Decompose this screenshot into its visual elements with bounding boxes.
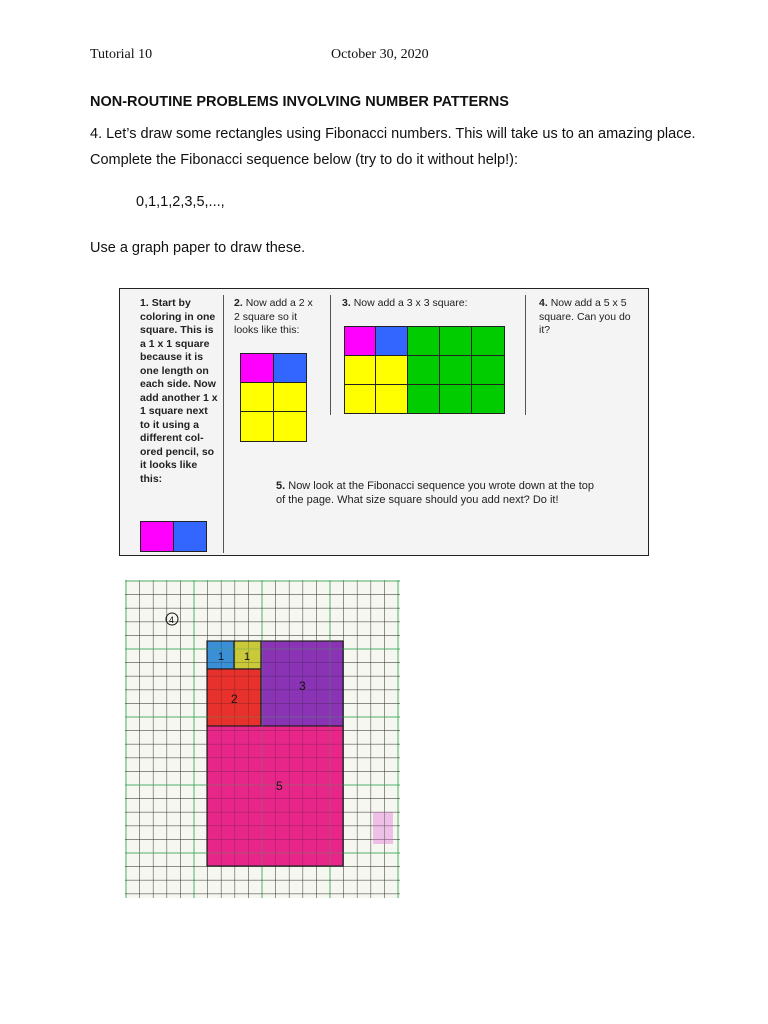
step2-blue-square [273, 353, 307, 383]
square-label: 1 [244, 651, 251, 663]
square-label: 5 [276, 779, 283, 793]
divider [330, 295, 331, 415]
square-label: 2 [231, 692, 238, 706]
step3-green-cell [407, 384, 440, 414]
step2-yellow-cell [240, 382, 274, 412]
step3-yellow-cell [344, 384, 376, 414]
step3-magenta-square [344, 326, 376, 356]
step3-yellow-cell [375, 384, 408, 414]
square-5-pink [207, 726, 343, 866]
divider [223, 295, 224, 553]
step3-green-cell [439, 355, 472, 385]
step2-yellow-cell [273, 382, 307, 412]
step-2-text: 2. Now add a 2 x 2 square so it looks like this: [234, 297, 313, 336]
step1-magenta-square [140, 521, 174, 552]
divider [525, 295, 526, 415]
graph-paper-drawing [125, 580, 400, 898]
square-label: 3 [299, 679, 306, 693]
step-number-label: 4 [169, 615, 175, 625]
instruction-text: Use a graph paper to draw these. [90, 240, 306, 256]
step2-yellow-cell [273, 411, 307, 442]
step2-magenta-square [240, 353, 274, 383]
step1-blue-square [173, 521, 207, 552]
step-1-text: 1. Start by coloring in one square. This is a 1 x 1 square because it is one length on each side. Now add another 1 x 1 square next to it using a different col- ored pencil, so it looks like this: [140, 297, 218, 485]
problem-text: 4. Let’s draw some rectangles using Fibonacci numbers. This will take us to an amazing place. Complete the Fibonacci sequence below (try to do it without help!): [90, 126, 696, 168]
step3-green-cell [407, 326, 440, 356]
step3-blue-square [375, 326, 408, 356]
square-label: 1 [218, 651, 225, 663]
step-3-text: 3. Now add a 3 x 3 square: [342, 297, 468, 309]
step3-green-cell [471, 355, 505, 385]
header-tutorial: Tutorial 10 [90, 47, 153, 62]
header-date: October 30, 2020 [331, 47, 429, 62]
step3-yellow-cell [344, 355, 376, 385]
step3-green-cell [471, 326, 505, 356]
step3-green-cell [439, 384, 472, 414]
worksheet-figure [119, 288, 649, 556]
step2-yellow-cell [240, 411, 274, 442]
step3-green-cell [439, 326, 472, 356]
step-5-text: 5. Now look at the Fibonacci sequence you wrote down at the top of the page. What size square should you add next? Do it! [276, 480, 594, 506]
step-4-text: 4. Now add a 5 x 5 square. Can you do it? [539, 297, 631, 336]
step3-green-cell [471, 384, 505, 414]
step3-yellow-cell [375, 355, 408, 385]
step3-green-cell [407, 355, 440, 385]
fibonacci-sequence: 0,1,1,2,3,5,..., [136, 194, 225, 210]
graph-paper-svg [125, 580, 400, 898]
section-heading: NON-ROUTINE PROBLEMS INVOLVING NUMBER PATTERNS [90, 94, 509, 110]
